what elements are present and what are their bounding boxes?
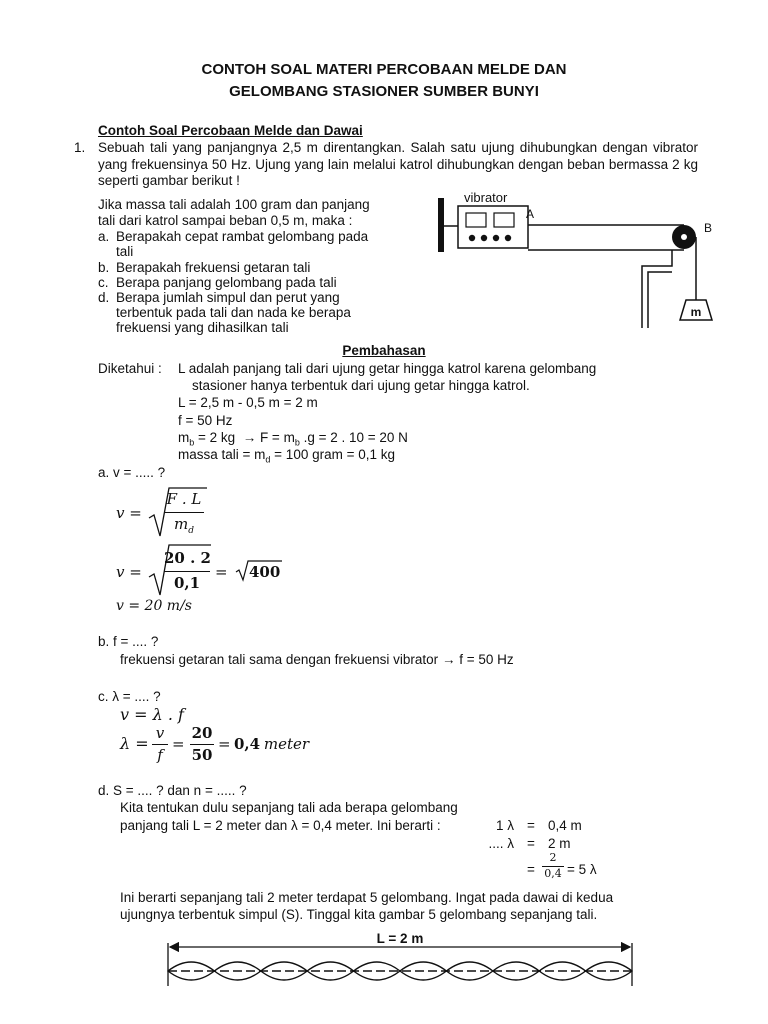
- eq-c2-lhs: λ =: [120, 734, 149, 753]
- part-b-text: frekuensi getaran tali sama dengan frekuensi vibrator → f = 50 Hz: [120, 652, 514, 667]
- eq-c2-equals: =: [172, 735, 185, 753]
- eq-a2-root-value: 400: [249, 563, 281, 581]
- part-d-label: d. S = .... ? dan n = ..... ?: [98, 783, 247, 798]
- point-a-label: A: [526, 207, 535, 221]
- question-a-line2: tali: [116, 244, 134, 259]
- ratio-row3-den: 0,4: [544, 867, 562, 880]
- ratio-row3-num: 2: [549, 851, 557, 864]
- part-b-label: b. f = .... ?: [98, 634, 159, 649]
- solution-heading: Pembahasan: [342, 343, 426, 358]
- wall-support: [438, 198, 444, 252]
- eq-a3-result: v = 20 m/s: [116, 598, 192, 614]
- known-length: L = 2,5 m - 0,5 m = 2 m: [178, 395, 318, 410]
- part-c-label: c. λ = .... ?: [98, 689, 161, 704]
- ratio-row2-right: 2 m: [548, 836, 571, 851]
- question-a-line1: Berapakah cepat rambat gelombang pada: [116, 229, 369, 244]
- eq-a1-denominator: $m_d$: [174, 515, 194, 536]
- section-heading: Contoh Soal Percobaan Melde dan Dawai: [98, 123, 363, 138]
- problem-intro-line2: tali dari katrol sampai beban 0,5 m, maka :: [98, 213, 353, 228]
- question-d-letter: d.: [98, 290, 110, 305]
- question-a-letter: a.: [98, 229, 110, 244]
- eq-c1: v = λ . f: [120, 705, 184, 724]
- problem-intro-line1: Jika massa tali adalah 100 gram dan panjang: [98, 197, 370, 212]
- fraction-bar: [164, 571, 210, 572]
- eq-c2-frac2-den: 50: [191, 746, 213, 764]
- part-d-line3: Ini berarti sepanjang tali 2 meter terdapat 5 gelombang. Ingat pada dawai di kedua: [120, 890, 614, 905]
- fraction-bar: [152, 744, 168, 745]
- ratio-row2-left: .... λ: [488, 836, 514, 851]
- eq-a2-lhs: v =: [116, 563, 142, 581]
- arrow-icon: →: [441, 652, 456, 667]
- ratio-row1-equals: =: [527, 818, 535, 833]
- document-title-line1: CONTOH SOAL MATERI PERCOBAAN MELDE DAN: [201, 61, 567, 78]
- mass-label: m: [690, 305, 702, 319]
- vibrator-display-left: [466, 213, 486, 227]
- ratio-row1-left: 1 λ: [495, 818, 514, 833]
- ratio-row1-right: 0,4 m: [548, 818, 582, 833]
- question-d-line2: terbentuk pada tali dan nada ke berapa: [116, 305, 351, 320]
- vibrator-knob: [505, 235, 511, 241]
- part-d-line2: panjang tali L = 2 meter dan λ = 0,4 meter. Ini berarti :: [120, 818, 441, 833]
- eq-c2-frac2-num: 20: [191, 724, 213, 742]
- eq-a1-numerator: F . L: [166, 490, 202, 508]
- part-d-line4: ujungnya terbentuk simpul (S). Tinggal kita gambar 5 gelombang sepanjang tali.: [120, 907, 598, 922]
- ratio-row3-equals: =: [527, 862, 535, 877]
- vibrator-display-right: [494, 213, 514, 227]
- part-d-line1: Kita tentukan dulu sepanjang tali ada berapa gelombang: [120, 800, 458, 815]
- question-b-line1: Berapakah frekuensi getaran tali: [116, 260, 311, 275]
- vibrator-label: vibrator: [464, 190, 508, 205]
- problem-number: 1.: [74, 140, 86, 155]
- vibrator-knob: [469, 235, 475, 241]
- vibrator-knob: [493, 235, 499, 241]
- ratio-row2-equals: =: [527, 836, 535, 851]
- wave-length-label: L = 2 m: [376, 931, 424, 946]
- part-a-label: a. v = ..... ?: [98, 465, 166, 480]
- known-mass-string: massa tali = $m_d = 100$ gram = 0,1 kg: [178, 447, 396, 465]
- eq-a2-equals: =: [215, 563, 228, 581]
- known-frequency: f = 50 Hz: [178, 413, 233, 428]
- eq-a2-denominator: 0,1: [173, 574, 201, 592]
- melde-apparatus-figure: [436, 188, 726, 328]
- fraction-bar: [190, 744, 214, 745]
- standing-wave-diagram: [160, 940, 640, 990]
- known-line1: L adalah panjang tali dari ujung getar hingga katrol karena gelombang: [178, 361, 597, 376]
- fraction-bar: [164, 512, 204, 513]
- eq-c2-frac1-num: v: [155, 724, 165, 742]
- known-mass-load: $m_b = 2$ kg → $F = m_b$ .g = 2 . 10 = 20 N: [178, 430, 408, 448]
- arrow-icon: →: [242, 430, 257, 445]
- question-b-letter: b.: [98, 260, 110, 275]
- document-title-line2: GELOMBANG STASIONER SUMBER BUNYI: [229, 83, 539, 100]
- table-edge: [642, 250, 672, 328]
- question-c-letter: c.: [98, 275, 109, 290]
- question-d-line3: frekuensi yang dihasilkan tali: [116, 320, 289, 335]
- point-b-label: B: [704, 221, 713, 235]
- problem-statement: Sebuah tali yang panjangnya 2,5 m direntangkan. Salah satu ujung dihubungkan dengan vibrator yang frekuensinya 50 Hz. Ujung yang lain melalui katrol dihubungkan dengan beban bermassa 2 kg seperti gambar berikut !: [98, 140, 698, 188]
- eq-c2-frac1-den: f: [157, 746, 163, 764]
- eq-c2-result: 0,4 meter: [234, 735, 310, 753]
- eq-a2-numerator: 20 . 2: [164, 549, 211, 567]
- question-d-line1: Berapa jumlah simpul dan perut yang: [116, 290, 340, 305]
- ratio-row3-right: = 5 λ: [567, 862, 597, 877]
- eq-a1-lhs: v =: [116, 504, 142, 522]
- vibrator-knob: [481, 235, 487, 241]
- question-c-line1: Berapa panjang gelombang pada tali: [116, 275, 337, 290]
- eq-c2-equals: =: [218, 735, 231, 753]
- known-label: Diketahui :: [98, 361, 162, 376]
- known-line2: stasioner hanya terbentuk dari ujung getar hingga katrol.: [192, 378, 530, 393]
